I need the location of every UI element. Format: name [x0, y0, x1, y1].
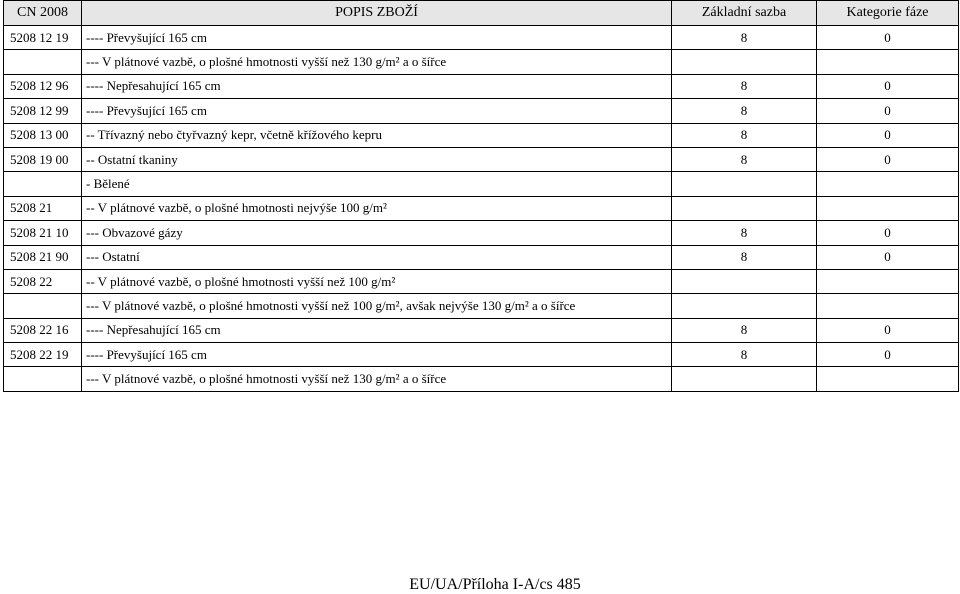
base-rate-cell: 8 — [672, 343, 817, 367]
base-rate-cell: 8 — [672, 245, 817, 269]
base-rate-cell — [672, 196, 817, 220]
stage-category-cell: 0 — [817, 343, 959, 367]
description-cell: ---- Převyšující 165 cm — [82, 26, 672, 50]
stage-category-cell — [817, 269, 959, 293]
description-cell: -- Třívazný nebo čtyřvazný kepr, včetně křížového kepru — [82, 123, 672, 147]
stage-category-cell: 0 — [817, 318, 959, 342]
table-row — [4, 123, 959, 147]
table-row — [4, 74, 959, 98]
description-cell: --- V plátnové vazbě, o plošné hmotnosti vyšší než 130 g/m² a o šířce — [82, 50, 672, 74]
table-row — [4, 367, 959, 391]
description-cell: ---- Převyšující 165 cm — [82, 343, 672, 367]
table-row — [4, 196, 959, 220]
base-rate-cell: 8 — [672, 99, 817, 123]
cn-code-cell: 5208 12 96 — [4, 74, 82, 98]
cn-code-cell: 5208 21 90 — [4, 245, 82, 269]
base-rate-cell: 8 — [672, 26, 817, 50]
table-row — [4, 294, 959, 318]
cn-code-cell: 5208 22 — [4, 269, 82, 293]
description-cell: -- V plátnové vazbě, o plošné hmotnosti vyšší než 100 g/m² — [82, 269, 672, 293]
cn-code-cell: 5208 19 00 — [4, 147, 82, 171]
stage-category-cell — [817, 294, 959, 318]
stage-category-cell — [817, 50, 959, 74]
base-rate-cell — [672, 367, 817, 391]
cn-code-cell: 5208 22 19 — [4, 343, 82, 367]
document-reference-footer: EU/UA/Příloha I-A/cs 485 — [409, 576, 581, 593]
table-row — [4, 318, 959, 342]
base-rate-cell: 8 — [672, 123, 817, 147]
table-row — [4, 221, 959, 245]
table-row — [4, 147, 959, 171]
stage-category-cell: 0 — [817, 74, 959, 98]
table-row — [4, 26, 959, 50]
table-row — [4, 50, 959, 74]
table-row — [4, 269, 959, 293]
base-rate-cell: 8 — [672, 221, 817, 245]
base-rate-cell: 8 — [672, 74, 817, 98]
cn-code-cell: 5208 22 16 — [4, 318, 82, 342]
stage-category-cell — [817, 172, 959, 196]
base-rate-cell — [672, 172, 817, 196]
cn-code-cell — [4, 367, 82, 391]
base-rate-cell — [672, 294, 817, 318]
cn-code-cell: 5208 13 00 — [4, 123, 82, 147]
cn-code-cell — [4, 50, 82, 74]
tariff-table — [3, 0, 959, 392]
table-row — [4, 343, 959, 367]
cn-code-cell — [4, 172, 82, 196]
stage-category-cell: 0 — [817, 221, 959, 245]
description-cell: --- V plátnové vazbě, o plošné hmotnosti vyšší než 130 g/m² a o šířce — [82, 367, 672, 391]
stage-category-cell: 0 — [817, 99, 959, 123]
column-header-base-rate: Základní sazba — [672, 1, 817, 26]
column-header-cn: CN 2008 — [4, 1, 82, 26]
description-cell: ---- Nepřesahující 165 cm — [82, 74, 672, 98]
base-rate-cell — [672, 269, 817, 293]
stage-category-cell — [817, 367, 959, 391]
base-rate-cell — [672, 50, 817, 74]
cn-code-cell: 5208 12 99 — [4, 99, 82, 123]
stage-category-cell: 0 — [817, 123, 959, 147]
description-cell: ---- Převyšující 165 cm — [82, 99, 672, 123]
description-cell: - Bělené — [82, 172, 672, 196]
description-cell: -- Ostatní tkaniny — [82, 147, 672, 171]
cn-code-cell: 5208 12 19 — [4, 26, 82, 50]
description-cell: --- Ostatní — [82, 245, 672, 269]
table-row — [4, 245, 959, 269]
stage-category-cell: 0 — [817, 147, 959, 171]
description-cell: ---- Nepřesahující 165 cm — [82, 318, 672, 342]
description-cell: --- Obvazové gázy — [82, 221, 672, 245]
cn-code-cell — [4, 294, 82, 318]
description-cell: -- V plátnové vazbě, o plošné hmotnosti nejvýše 100 g/m² — [82, 196, 672, 220]
table-header-row — [4, 1, 959, 26]
column-header-stage-category: Kategorie fáze — [817, 1, 959, 26]
cn-code-cell: 5208 21 — [4, 196, 82, 220]
table-row — [4, 172, 959, 196]
base-rate-cell: 8 — [672, 318, 817, 342]
cn-code-cell: 5208 21 10 — [4, 221, 82, 245]
stage-category-cell: 0 — [817, 26, 959, 50]
stage-category-cell: 0 — [817, 245, 959, 269]
stage-category-cell — [817, 196, 959, 220]
description-cell: --- V plátnové vazbě, o plošné hmotnosti vyšší než 100 g/m², avšak nejvýše 130 g/m² a o šířce — [82, 294, 672, 318]
base-rate-cell: 8 — [672, 147, 817, 171]
column-header-description: POPIS ZBOŽÍ — [82, 1, 672, 26]
table-row — [4, 99, 959, 123]
